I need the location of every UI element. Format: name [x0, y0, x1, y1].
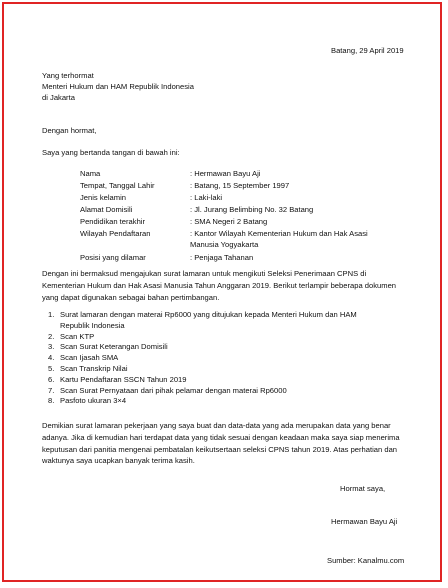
intro-text: Saya yang bertanda tangan di bawah ini: [42, 148, 180, 157]
detail-label: Alamat Domisili [80, 205, 133, 214]
paragraph-closing: Demikian surat lamaran pekerjaan yang saya buat dan data-data yang ada merupakan data yang benar adanya. Jika di kemudian hari terdapat data yang tidak sesuai dengan keadaan maka saya siap menerima keputusan dari panitia mengenai pembatalan keikutsertaan seleksi CPNS tahun 2019. Atas perhatian dan waktunya saya ucapkan banyak terima kasih. [42, 421, 400, 466]
place-date: Batang, 29 April 2019 [331, 46, 404, 55]
detail-label: Nama [80, 169, 101, 178]
list-item [48, 396, 378, 407]
source-credit: Sumber: Kanalmu.com [327, 556, 405, 565]
detail-value: : SMA Negeri 2 Batang [190, 217, 268, 226]
greeting: Dengan hormat, [42, 126, 97, 135]
list-text: Scan Surat Keterangan Domisili [60, 342, 168, 352]
list-number: 3. [48, 342, 55, 352]
attachment-list [48, 310, 378, 407]
detail-value: : Jl. Jurang Belimbing No. 32 Batang [190, 205, 314, 214]
list-number: 2. [48, 331, 55, 341]
paragraph-purpose: Dengan ini bermaksud mengajukan surat lamaran untuk mengikuti Seleksi Penerimaan CPNS di Kementerian Hukum dan Hak Asasi Manusia Tahun Anggaran 2019. Berikut terlampir beberapa dokumen yang dapat digunakan sebagai bahan pertimbangan. [42, 269, 397, 302]
detail-value: : Kantor Wilayah Kementerian Hukum dan Hak Asasi Manusia Yogyakarta [190, 229, 368, 249]
closing-salutation: Hormat saya, [340, 484, 386, 493]
detail-value: : Batang, 15 September 1997 [190, 181, 290, 190]
list-number: 5. [48, 363, 55, 373]
detail-value: : Penjaga Tahanan [190, 253, 254, 262]
list-text: Surat lamaran dengan materai Rp6000 yang ditujukan kepada Menteri Hukum dan HAM Republik Indonesia [60, 310, 357, 330]
list-text: Scan Transkrip Nilai [60, 363, 128, 373]
list-item [48, 386, 378, 397]
recipient-line-2: Menteri Hukum dan HAM Republik Indonesia [42, 82, 194, 91]
detail-label: Pendidikan terakhir [80, 217, 146, 226]
list-text: Pasfoto ukuran 3×4 [60, 396, 127, 406]
signature-name: Hermawan Bayu Aji [331, 517, 398, 526]
list-number: 1. [48, 310, 55, 319]
list-number: 8. [48, 396, 55, 406]
detail-label: Posisi yang dilamar [80, 253, 146, 262]
recipient-line-3: di Jakarta [42, 93, 75, 102]
list-number: 4. [48, 353, 55, 363]
list-text: Kartu Pendaftaran SSCN Tahun 2019 [60, 374, 187, 384]
list-item [48, 375, 378, 386]
list-item [48, 353, 378, 364]
list-item [48, 332, 378, 343]
list-item [48, 310, 378, 332]
list-number: 6. [48, 374, 55, 384]
list-text: Scan Ijasah SMA [60, 353, 119, 363]
list-text: Scan KTP [60, 331, 95, 341]
list-number: 7. [48, 385, 55, 395]
list-item [48, 364, 378, 375]
list-text: Scan Surat Pernyataan dari pihak pelamar dengan materai Rp6000 [60, 385, 287, 395]
detail-label: Tempat, Tanggal Lahir [80, 181, 155, 190]
detail-label: Wilayah Pendaftaran [80, 229, 151, 238]
list-item [48, 342, 378, 353]
detail-value: : Hermawan Bayu Aji [190, 169, 261, 178]
detail-label: Jenis kelamin [80, 193, 127, 202]
detail-value: : Laki-laki [190, 193, 223, 202]
recipient-line-1: Yang terhormat [42, 71, 94, 80]
